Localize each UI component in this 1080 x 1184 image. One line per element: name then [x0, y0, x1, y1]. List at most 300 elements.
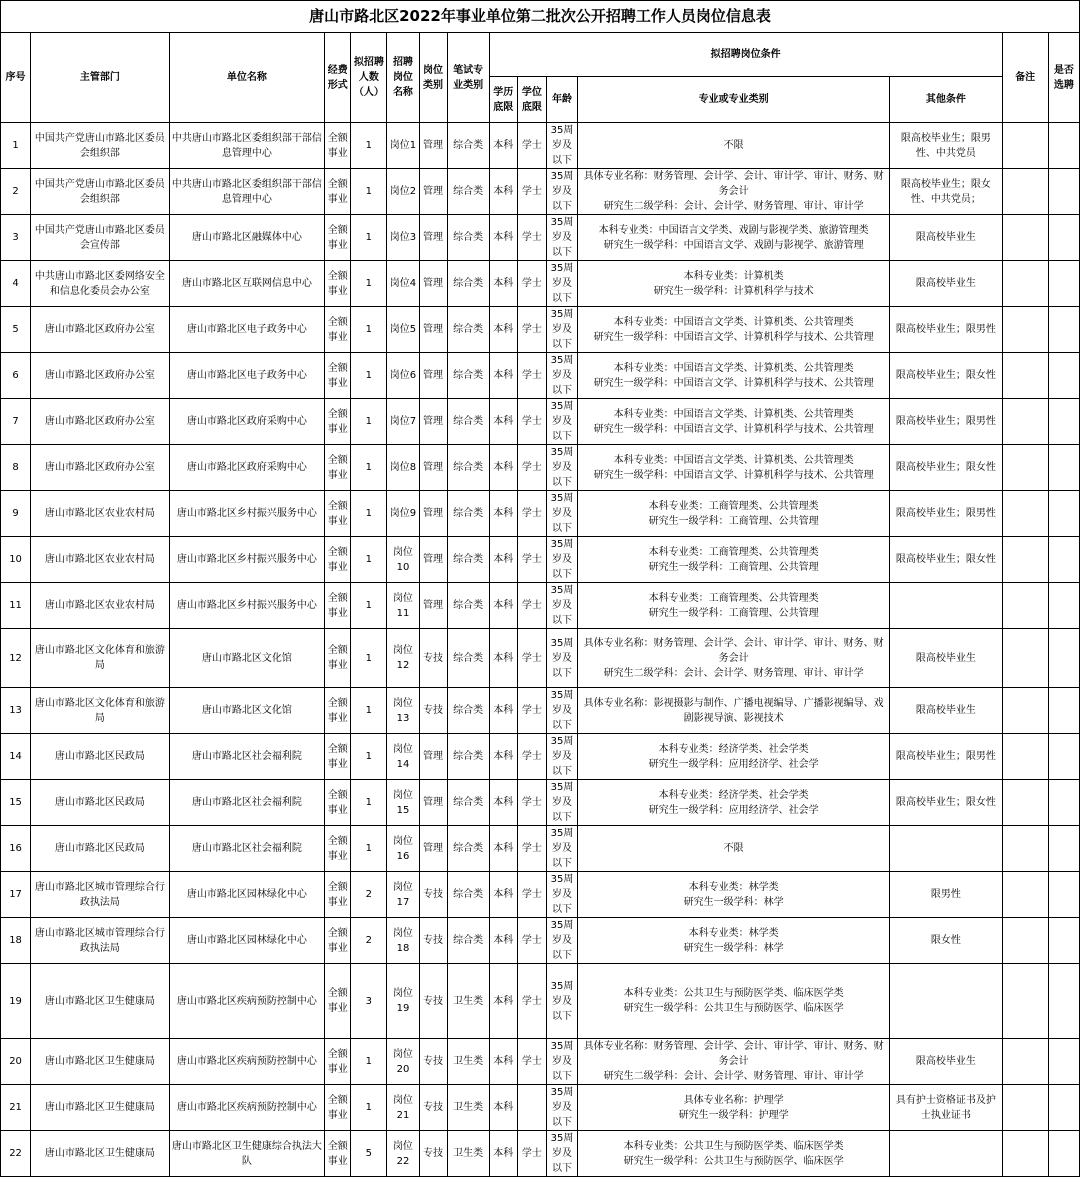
cell-elective [1048, 169, 1079, 215]
table-row [1, 307, 1080, 353]
cell-age: 35周岁及以下 [546, 215, 577, 261]
cell-funding: 全额事业 [325, 688, 351, 734]
cell-degree: 学士 [517, 918, 546, 964]
cell-dept: 唐山市路北区政府办公室 [31, 307, 170, 353]
cell-age: 35周岁及以下 [546, 780, 577, 826]
cell-exam-type: 综合类 [447, 688, 489, 734]
cell-remark [1002, 215, 1048, 261]
cell-elective [1048, 399, 1079, 445]
cell-dept: 中国共产党唐山市路北区委员会组织部 [31, 169, 170, 215]
table-row [1, 872, 1080, 918]
cell-post-name: 岗位19 [387, 964, 419, 1039]
cell-education: 本科 [489, 918, 517, 964]
cell-index: 7 [1, 399, 31, 445]
cell-dept: 唐山市路北区政府办公室 [31, 399, 170, 445]
table-row [1, 1039, 1080, 1085]
cell-age: 35周岁及以下 [546, 826, 577, 872]
cell-index: 22 [1, 1131, 31, 1177]
cell-other: 限高校毕业生；限男性 [890, 734, 1002, 780]
cell-count: 5 [351, 1131, 387, 1177]
cell-post-name: 岗位2 [387, 169, 419, 215]
cell-other [890, 826, 1002, 872]
cell-count: 3 [351, 964, 387, 1039]
cell-funding: 全额事业 [325, 353, 351, 399]
cell-major: 本科专业类：计算机类 研究生一级学科：计算机科学与技术 [578, 261, 890, 307]
cell-unit: 唐山市路北区政府采购中心 [169, 399, 325, 445]
cell-dept: 唐山市路北区卫生健康局 [31, 1085, 170, 1131]
cell-funding: 全额事业 [325, 169, 351, 215]
cell-count: 1 [351, 629, 387, 688]
cell-index: 6 [1, 353, 31, 399]
cell-unit: 唐山市路北区乡村振兴服务中心 [169, 537, 325, 583]
cell-remark [1002, 353, 1048, 399]
cell-education: 本科 [489, 491, 517, 537]
table-row [1, 123, 1080, 169]
cell-major: 本科专业类：公共卫生与预防医学类、临床医学类 研究生一级学科：公共卫生与预防医学、临床医学 [578, 964, 890, 1039]
cell-unit: 唐山市路北区互联网信息中心 [169, 261, 325, 307]
cell-age: 35周岁及以下 [546, 1085, 577, 1131]
cell-post-type: 专技 [419, 1039, 447, 1085]
cell-exam-type: 卫生类 [447, 1085, 489, 1131]
table-row [1, 169, 1080, 215]
cell-count: 1 [351, 445, 387, 491]
table-row [1, 1085, 1080, 1131]
cell-count: 1 [351, 491, 387, 537]
cell-elective [1048, 1131, 1079, 1177]
header-post-name: 招聘岗位名称 [387, 33, 419, 123]
cell-remark [1002, 307, 1048, 353]
cell-degree: 学士 [517, 629, 546, 688]
header-funding: 经费形式 [325, 33, 351, 123]
cell-dept: 唐山市路北区农业农村局 [31, 491, 170, 537]
cell-remark [1002, 734, 1048, 780]
cell-age: 35周岁及以下 [546, 169, 577, 215]
cell-degree: 学士 [517, 964, 546, 1039]
header-major: 专业或专业类别 [578, 77, 890, 123]
cell-post-type: 专技 [419, 872, 447, 918]
cell-post-type: 管理 [419, 491, 447, 537]
cell-education: 本科 [489, 537, 517, 583]
cell-post-type: 管理 [419, 826, 447, 872]
header-age: 年龄 [546, 77, 577, 123]
cell-post-name: 岗位6 [387, 353, 419, 399]
cell-funding: 全额事业 [325, 215, 351, 261]
cell-post-name: 岗位17 [387, 872, 419, 918]
cell-post-type: 管理 [419, 399, 447, 445]
cell-remark [1002, 964, 1048, 1039]
cell-exam-type: 综合类 [447, 215, 489, 261]
cell-post-type: 管理 [419, 307, 447, 353]
cell-education: 本科 [489, 399, 517, 445]
cell-post-type: 管理 [419, 780, 447, 826]
cell-unit: 唐山市路北区卫生健康综合执法大队 [169, 1131, 325, 1177]
cell-index: 18 [1, 918, 31, 964]
cell-degree: 学士 [517, 583, 546, 629]
header-unit: 单位名称 [169, 33, 325, 123]
cell-funding: 全额事业 [325, 918, 351, 964]
cell-education: 本科 [489, 1039, 517, 1085]
cell-elective [1048, 1039, 1079, 1085]
cell-age: 35周岁及以下 [546, 307, 577, 353]
cell-education: 本科 [489, 688, 517, 734]
cell-degree: 学士 [517, 1131, 546, 1177]
cell-index: 4 [1, 261, 31, 307]
cell-degree: 学士 [517, 261, 546, 307]
cell-education: 本科 [489, 1085, 517, 1131]
cell-unit: 唐山市路北区疾病预防控制中心 [169, 964, 325, 1039]
cell-funding: 全额事业 [325, 964, 351, 1039]
cell-elective [1048, 734, 1079, 780]
cell-exam-type: 综合类 [447, 918, 489, 964]
cell-other: 限高校毕业生；限女性 [890, 537, 1002, 583]
cell-post-type: 专技 [419, 1085, 447, 1131]
cell-post-name: 岗位3 [387, 215, 419, 261]
table-row [1, 537, 1080, 583]
cell-degree: 学士 [517, 537, 546, 583]
table-row [1, 734, 1080, 780]
cell-unit: 唐山市路北区文化馆 [169, 688, 325, 734]
cell-funding: 全额事业 [325, 123, 351, 169]
cell-unit: 唐山市路北区乡村振兴服务中心 [169, 583, 325, 629]
cell-index: 15 [1, 780, 31, 826]
cell-major: 具体专业名称：财务管理、会计学、会计、审计学、审计、财务、财务会计 研究生二级学科：会计、会计学、财务管理、审计、审计学 [578, 629, 890, 688]
cell-funding: 全额事业 [325, 445, 351, 491]
cell-unit: 唐山市路北区融媒体中心 [169, 215, 325, 261]
cell-unit: 唐山市路北区电子政务中心 [169, 307, 325, 353]
cell-major: 本科专业类：公共卫生与预防医学类、临床医学类 研究生一级学科：公共卫生与预防医学、临床医学 [578, 1131, 890, 1177]
header-dept: 主管部门 [31, 33, 170, 123]
cell-exam-type: 综合类 [447, 734, 489, 780]
cell-education: 本科 [489, 445, 517, 491]
cell-age: 35周岁及以下 [546, 872, 577, 918]
cell-dept: 唐山市路北区文化体育和旅游局 [31, 688, 170, 734]
cell-major: 本科专业类：工商管理类、公共管理类 研究生一级学科：工商管理、公共管理 [578, 537, 890, 583]
cell-education: 本科 [489, 583, 517, 629]
cell-elective [1048, 307, 1079, 353]
cell-index: 21 [1, 1085, 31, 1131]
cell-major: 不限 [578, 123, 890, 169]
cell-degree: 学士 [517, 872, 546, 918]
cell-other: 限高校毕业生 [890, 1039, 1002, 1085]
cell-funding: 全额事业 [325, 734, 351, 780]
cell-post-name: 岗位8 [387, 445, 419, 491]
cell-funding: 全额事业 [325, 583, 351, 629]
cell-exam-type: 综合类 [447, 872, 489, 918]
cell-post-name: 岗位11 [387, 583, 419, 629]
table-row [1, 399, 1080, 445]
header-post-type: 岗位类别 [419, 33, 447, 123]
table-row [1, 583, 1080, 629]
cell-age: 35周岁及以下 [546, 688, 577, 734]
cell-post-name: 岗位22 [387, 1131, 419, 1177]
cell-major: 本科专业类：经济学类、社会学类 研究生一级学科：应用经济学、社会学 [578, 780, 890, 826]
table-row [1, 261, 1080, 307]
cell-elective [1048, 780, 1079, 826]
cell-count: 1 [351, 399, 387, 445]
cell-elective [1048, 261, 1079, 307]
cell-elective [1048, 964, 1079, 1039]
cell-funding: 全额事业 [325, 399, 351, 445]
cell-other: 限女性 [890, 918, 1002, 964]
cell-unit: 唐山市路北区园林绿化中心 [169, 872, 325, 918]
cell-index: 17 [1, 872, 31, 918]
cell-remark [1002, 1085, 1048, 1131]
cell-remark [1002, 445, 1048, 491]
cell-degree [517, 1085, 546, 1131]
cell-count: 1 [351, 261, 387, 307]
cell-post-name: 岗位7 [387, 399, 419, 445]
cell-elective [1048, 537, 1079, 583]
cell-elective [1048, 918, 1079, 964]
cell-funding: 全额事业 [325, 1039, 351, 1085]
cell-dept: 中共唐山市路北区委网络安全和信息化委员会办公室 [31, 261, 170, 307]
cell-education: 本科 [489, 1131, 517, 1177]
cell-dept: 唐山市路北区民政局 [31, 780, 170, 826]
cell-education: 本科 [489, 307, 517, 353]
cell-exam-type: 卫生类 [447, 1039, 489, 1085]
cell-dept: 唐山市路北区农业农村局 [31, 537, 170, 583]
cell-unit: 唐山市路北区政府采购中心 [169, 445, 325, 491]
cell-exam-type: 综合类 [447, 307, 489, 353]
cell-post-name: 岗位5 [387, 307, 419, 353]
cell-other: 限高校毕业生；限女性 [890, 353, 1002, 399]
table-row [1, 918, 1080, 964]
cell-funding: 全额事业 [325, 872, 351, 918]
cell-degree: 学士 [517, 780, 546, 826]
cell-degree: 学士 [517, 734, 546, 780]
cell-dept: 中国共产党唐山市路北区委员会组织部 [31, 123, 170, 169]
cell-elective [1048, 629, 1079, 688]
cell-count: 2 [351, 918, 387, 964]
page-title: 唐山市路北区2022年事业单位第二批次公开招聘工作人员岗位信息表 [1, 1, 1080, 33]
header-other: 其他条件 [890, 77, 1002, 123]
cell-degree: 学士 [517, 215, 546, 261]
cell-post-name: 岗位14 [387, 734, 419, 780]
cell-unit: 唐山市路北区社会福利院 [169, 734, 325, 780]
cell-funding: 全额事业 [325, 261, 351, 307]
cell-elective [1048, 353, 1079, 399]
cell-major: 本科专业类：中国语言文学类、计算机类、公共管理类 研究生一级学科：中国语言文学、计算机科学与技术、公共管理 [578, 353, 890, 399]
cell-major: 具体专业名称：影视摄影与制作、广播电视编导、广播影视编导、戏剧影视导演、影视技术 [578, 688, 890, 734]
cell-index: 12 [1, 629, 31, 688]
cell-exam-type: 卫生类 [447, 1131, 489, 1177]
cell-unit: 唐山市路北区乡村振兴服务中心 [169, 491, 325, 537]
cell-count: 1 [351, 826, 387, 872]
cell-post-type: 管理 [419, 734, 447, 780]
cell-index: 10 [1, 537, 31, 583]
cell-major: 不限 [578, 826, 890, 872]
cell-unit: 唐山市路北区疾病预防控制中心 [169, 1085, 325, 1131]
cell-post-name: 岗位1 [387, 123, 419, 169]
cell-post-name: 岗位12 [387, 629, 419, 688]
cell-count: 1 [351, 537, 387, 583]
cell-other [890, 1131, 1002, 1177]
cell-age: 35周岁及以下 [546, 399, 577, 445]
cell-post-name: 岗位9 [387, 491, 419, 537]
cell-age: 35周岁及以下 [546, 1039, 577, 1085]
cell-exam-type: 综合类 [447, 780, 489, 826]
cell-exam-type: 综合类 [447, 399, 489, 445]
cell-elective [1048, 445, 1079, 491]
cell-remark [1002, 399, 1048, 445]
cell-age: 35周岁及以下 [546, 629, 577, 688]
table-row [1, 353, 1080, 399]
cell-education: 本科 [489, 353, 517, 399]
cell-count: 1 [351, 169, 387, 215]
cell-remark [1002, 169, 1048, 215]
cell-education: 本科 [489, 169, 517, 215]
cell-other: 限高校毕业生 [890, 261, 1002, 307]
cell-post-type: 管理 [419, 353, 447, 399]
cell-dept: 唐山市路北区农业农村局 [31, 583, 170, 629]
cell-count: 1 [351, 583, 387, 629]
cell-remark [1002, 583, 1048, 629]
cell-remark [1002, 261, 1048, 307]
cell-exam-type: 综合类 [447, 583, 489, 629]
header-index: 序号 [1, 33, 31, 123]
cell-degree: 学士 [517, 399, 546, 445]
cell-count: 1 [351, 123, 387, 169]
cell-exam-type: 综合类 [447, 445, 489, 491]
cell-education: 本科 [489, 123, 517, 169]
cell-post-type: 管理 [419, 445, 447, 491]
table-row [1, 964, 1080, 1039]
cell-other: 限高校毕业生 [890, 688, 1002, 734]
cell-count: 1 [351, 780, 387, 826]
cell-remark [1002, 123, 1048, 169]
cell-other: 限高校毕业生；限女性 [890, 780, 1002, 826]
cell-count: 1 [351, 1085, 387, 1131]
cell-major: 本科专业类：经济学类、社会学类 研究生一级学科：应用经济学、社会学 [578, 734, 890, 780]
cell-major: 本科专业类：中国语言文学类、计算机类、公共管理类 研究生一级学科：中国语言文学、计算机科学与技术、公共管理 [578, 445, 890, 491]
cell-age: 35周岁及以下 [546, 1131, 577, 1177]
cell-index: 11 [1, 583, 31, 629]
cell-exam-type: 综合类 [447, 123, 489, 169]
cell-post-name: 岗位13 [387, 688, 419, 734]
cell-age: 35周岁及以下 [546, 537, 577, 583]
cell-degree: 学士 [517, 353, 546, 399]
cell-post-name: 岗位21 [387, 1085, 419, 1131]
cell-post-type: 管理 [419, 169, 447, 215]
cell-dept: 唐山市路北区城市管理综合行政执法局 [31, 918, 170, 964]
cell-major: 本科专业类：林学类 研究生一级学科：林学 [578, 918, 890, 964]
cell-age: 35周岁及以下 [546, 918, 577, 964]
table-row [1, 780, 1080, 826]
cell-dept: 唐山市路北区政府办公室 [31, 445, 170, 491]
cell-exam-type: 综合类 [447, 491, 489, 537]
table-row [1, 688, 1080, 734]
cell-count: 1 [351, 215, 387, 261]
cell-education: 本科 [489, 780, 517, 826]
cell-index: 14 [1, 734, 31, 780]
cell-other: 具有护士资格证书及护士执业证书 [890, 1085, 1002, 1131]
cell-major: 本科专业类：林学类 研究生一级学科：林学 [578, 872, 890, 918]
cell-elective [1048, 826, 1079, 872]
cell-degree: 学士 [517, 826, 546, 872]
cell-post-name: 岗位18 [387, 918, 419, 964]
cell-funding: 全额事业 [325, 780, 351, 826]
cell-degree: 学士 [517, 123, 546, 169]
cell-unit: 中共唐山市路北区委组织部干部信息管理中心 [169, 169, 325, 215]
cell-elective [1048, 872, 1079, 918]
cell-major: 本科专业类：中国语言文学类、戏剧与影视学类、旅游管理类 研究生一级学科：中国语言文学、戏剧与影视学、旅游管理 [578, 215, 890, 261]
table-body [1, 123, 1080, 1177]
cell-unit: 唐山市路北区电子政务中心 [169, 353, 325, 399]
cell-post-type: 管理 [419, 583, 447, 629]
cell-post-type: 管理 [419, 215, 447, 261]
cell-post-name: 岗位20 [387, 1039, 419, 1085]
cell-other: 限高校毕业生；限男性 [890, 491, 1002, 537]
cell-remark [1002, 1131, 1048, 1177]
cell-remark [1002, 491, 1048, 537]
cell-education: 本科 [489, 734, 517, 780]
table-row [1, 1131, 1080, 1177]
cell-count: 1 [351, 1039, 387, 1085]
cell-index: 2 [1, 169, 31, 215]
cell-funding: 全额事业 [325, 1131, 351, 1177]
cell-index: 19 [1, 964, 31, 1039]
cell-degree: 学士 [517, 445, 546, 491]
cell-major: 本科专业类：中国语言文学类、计算机类、公共管理类 研究生一级学科：中国语言文学、计算机科学与技术、公共管理 [578, 399, 890, 445]
cell-count: 1 [351, 688, 387, 734]
cell-post-type: 专技 [419, 964, 447, 1039]
cell-exam-type: 综合类 [447, 826, 489, 872]
cell-post-type: 专技 [419, 629, 447, 688]
header-education: 学历底限 [489, 77, 517, 123]
cell-major: 具体专业名称：护理学 研究生一级学科：护理学 [578, 1085, 890, 1131]
cell-exam-type: 综合类 [447, 537, 489, 583]
cell-unit: 唐山市路北区社会福利院 [169, 780, 325, 826]
cell-index: 1 [1, 123, 31, 169]
header-remark: 备注 [1002, 33, 1048, 123]
cell-age: 35周岁及以下 [546, 261, 577, 307]
table-row [1, 445, 1080, 491]
header-elective: 是否选聘 [1048, 33, 1079, 123]
cell-age: 35周岁及以下 [546, 491, 577, 537]
header-degree: 学位底限 [517, 77, 546, 123]
cell-exam-type: 综合类 [447, 353, 489, 399]
header-count: 拟招聘人数（人） [351, 33, 387, 123]
cell-count: 2 [351, 872, 387, 918]
cell-age: 35周岁及以下 [546, 734, 577, 780]
cell-elective [1048, 215, 1079, 261]
cell-funding: 全额事业 [325, 629, 351, 688]
cell-post-type: 管理 [419, 261, 447, 307]
cell-dept: 中国共产党唐山市路北区委员会宣传部 [31, 215, 170, 261]
cell-age: 35周岁及以下 [546, 445, 577, 491]
cell-dept: 唐山市路北区卫生健康局 [31, 1039, 170, 1085]
cell-remark [1002, 688, 1048, 734]
cell-exam-type: 综合类 [447, 169, 489, 215]
cell-elective [1048, 688, 1079, 734]
cell-count: 1 [351, 307, 387, 353]
cell-major: 本科专业类：中国语言文学类、计算机类、公共管理类 研究生一级学科：中国语言文学、计算机科学与技术、公共管理 [578, 307, 890, 353]
cell-other: 限高校毕业生 [890, 629, 1002, 688]
cell-degree: 学士 [517, 169, 546, 215]
cell-index: 3 [1, 215, 31, 261]
cell-age: 35周岁及以下 [546, 353, 577, 399]
cell-post-name: 岗位15 [387, 780, 419, 826]
cell-dept: 唐山市路北区民政局 [31, 826, 170, 872]
header-exam-type: 笔试专业类别 [447, 33, 489, 123]
cell-exam-type: 综合类 [447, 261, 489, 307]
cell-degree: 学士 [517, 491, 546, 537]
cell-post-type: 管理 [419, 537, 447, 583]
cell-age: 35周岁及以下 [546, 964, 577, 1039]
cell-other: 限高校毕业生 [890, 215, 1002, 261]
cell-major: 具体专业名称：财务管理、会计学、会计、审计学、审计、财务、财务会计 研究生二级学科：会计、会计学、财务管理、审计、审计学 [578, 169, 890, 215]
cell-age: 35周岁及以下 [546, 583, 577, 629]
